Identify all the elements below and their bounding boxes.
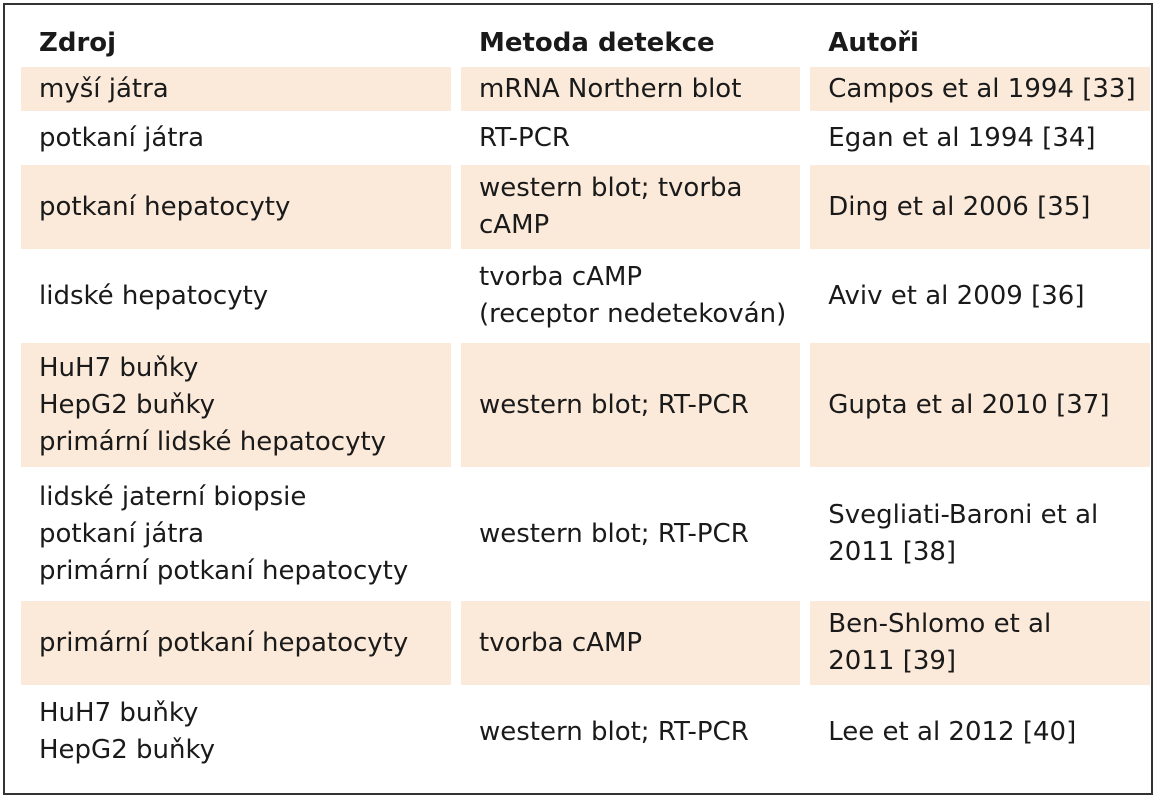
cell-method: tvorba cAMP: [461, 601, 810, 690]
cell-method: mRNA Northern blot: [461, 67, 810, 116]
cell-authors: Campos et al 1994 [33]: [810, 67, 1149, 116]
cell-authors: Egan et al 1994 [34]: [828, 122, 1096, 153]
header-method: Metoda detekce: [479, 27, 715, 58]
table-row: [21, 601, 1150, 690]
table-row: [21, 165, 1150, 254]
cell-source: potkaní hepatocyty: [21, 165, 461, 254]
table-row: [21, 690, 1150, 779]
cell-source: primární potkaní hepatocyty: [21, 601, 461, 690]
cell-method: RT-PCR: [479, 122, 570, 153]
cell-source: potkaní játra: [39, 122, 205, 153]
cell-authors: Gupta et al 2010 [37]: [810, 343, 1149, 472]
table-row: [21, 472, 1150, 601]
table-row: [21, 343, 1150, 472]
table-row: [21, 116, 1150, 165]
cell-authors: Aviv et al 2009 [36]: [828, 280, 1085, 311]
cell-method: western blot; tvorba cAMP: [461, 165, 810, 254]
cell-source: HuH7 buňky HepG2 buňky primární lidské hepatocyty: [21, 343, 461, 472]
cell-authors: Lee et al 2012 [40]: [828, 716, 1077, 747]
header-source: Zdroj: [39, 27, 117, 58]
header-row: [21, 19, 1150, 67]
table-row: [21, 254, 1150, 343]
header-authors: Autoři: [828, 27, 919, 58]
cell-authors: Svegliati-Baroni et al 2011 [38]: [828, 500, 1099, 567]
cell-authors: Ding et al 2006 [35]: [810, 165, 1149, 254]
glucagon-receptor-table: [21, 19, 1150, 779]
cell-source: HuH7 buňky HepG2 buňky: [39, 698, 215, 765]
cell-method: western blot; RT-PCR: [479, 518, 749, 549]
cell-authors: Ben-Shlomo et al 2011 [39]: [810, 601, 1149, 690]
cell-method: tvorba cAMP (receptor nedetekován): [479, 262, 787, 329]
table-row: [21, 67, 1150, 116]
cell-method: western blot; RT-PCR: [479, 716, 749, 747]
cell-source: lidské hepatocyty: [39, 280, 269, 311]
cell-source: myší játra: [21, 67, 461, 116]
cell-source: lidské jaterní biopsie potkaní játra primární potkaní hepatocyty: [39, 481, 409, 586]
table-frame: [3, 3, 1153, 795]
cell-method: western blot; RT-PCR: [461, 343, 810, 472]
